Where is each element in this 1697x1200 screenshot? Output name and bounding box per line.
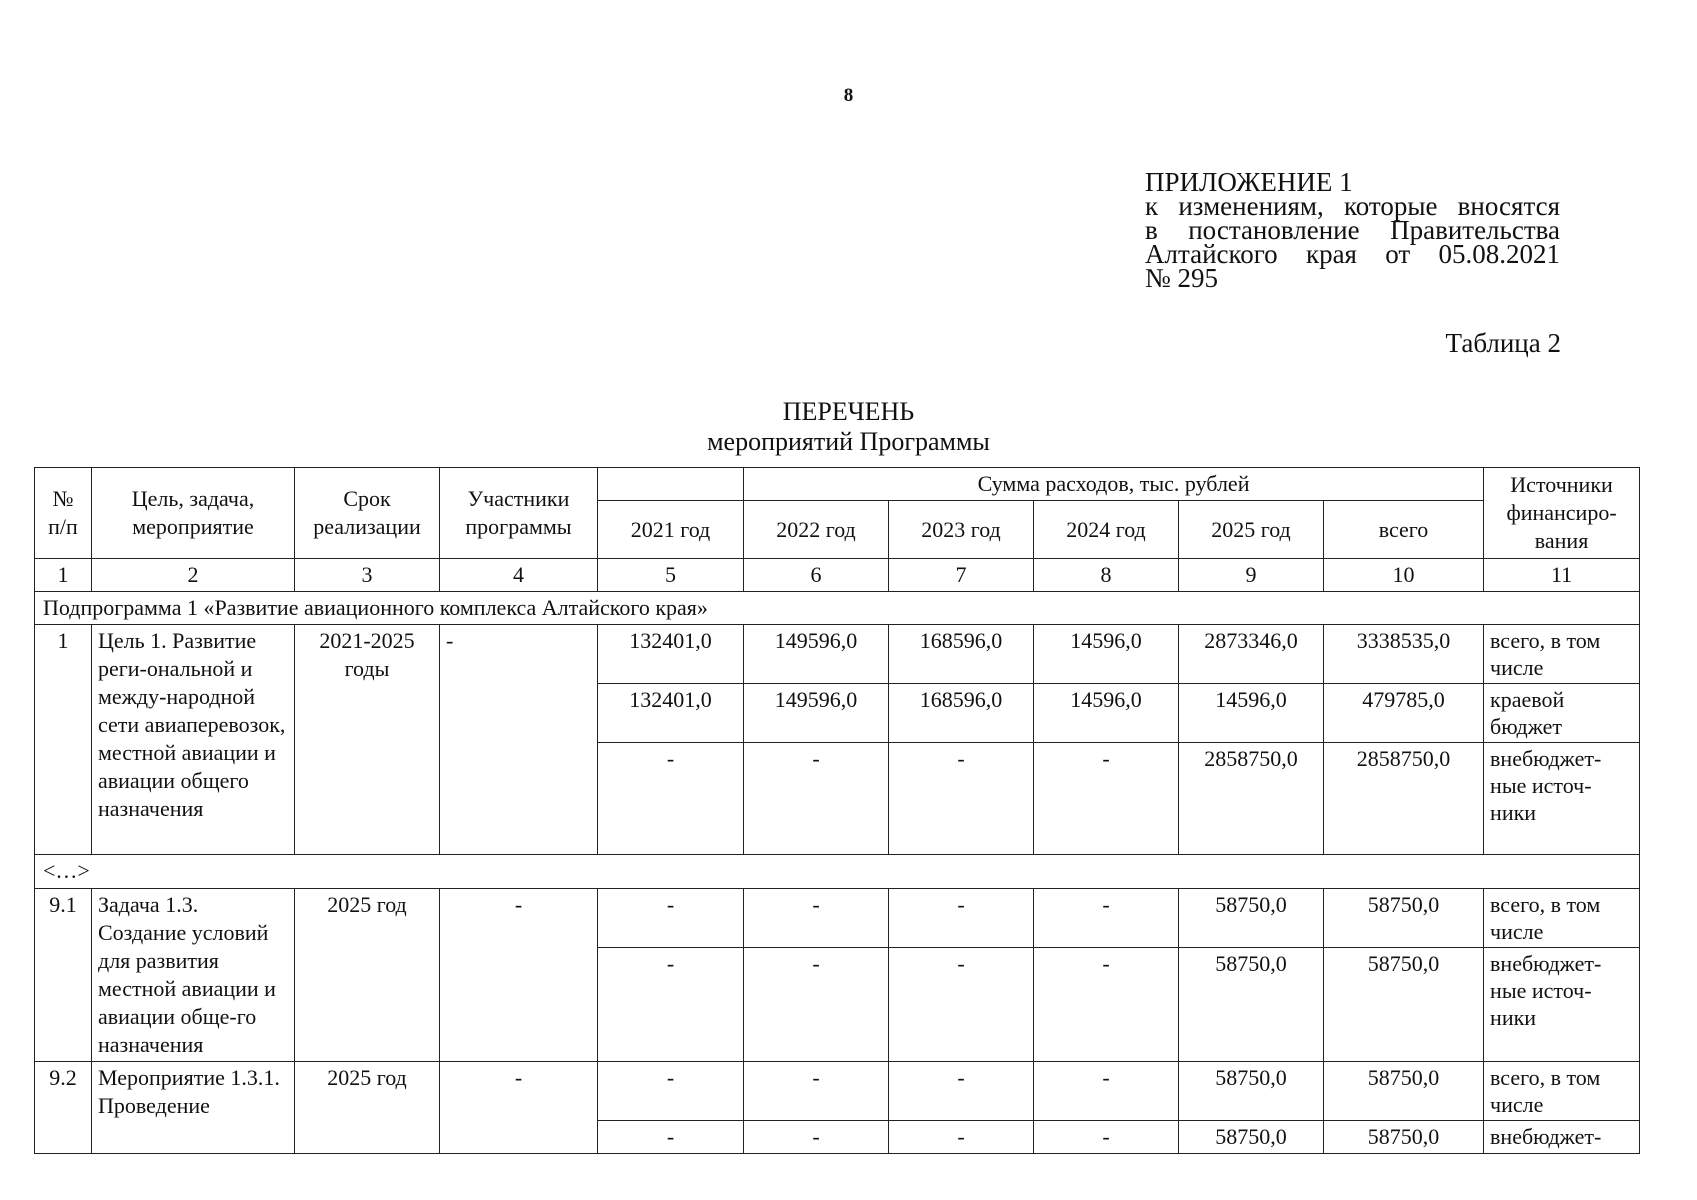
- source-cell: краевой бюджет: [1484, 684, 1640, 743]
- appendix-title: ПРИЛОЖЕНИЕ 1: [1145, 167, 1353, 197]
- column-number-cell: 8: [1034, 559, 1179, 592]
- value-cell: -: [598, 889, 744, 948]
- value-cell: -: [1034, 1121, 1179, 1154]
- value-cell: -: [889, 1062, 1034, 1121]
- appendix-block: [1145, 167, 1560, 293]
- value-cell: -: [889, 1121, 1034, 1154]
- value-cell: 149596,0: [744, 684, 889, 743]
- column-number-cell: 1: [35, 559, 92, 592]
- value-cell: 58750,0: [1179, 948, 1324, 1062]
- header-cell-2022: 2022 год: [744, 501, 889, 559]
- column-number-cell: 4: [440, 559, 598, 592]
- value-cell: 3338535,0: [1324, 625, 1484, 684]
- source-cell: всего, в том числе: [1484, 1062, 1640, 1121]
- appendix-line: в постановление Правительства: [1145, 215, 1560, 245]
- column-number-cell: 3: [295, 559, 440, 592]
- value-cell: -: [598, 948, 744, 1062]
- table-body: [35, 592, 1640, 1154]
- value-cell: -: [598, 743, 744, 855]
- value-cell: -: [889, 948, 1034, 1062]
- column-number-cell: 5: [598, 559, 744, 592]
- value-cell: 14596,0: [1034, 684, 1179, 743]
- value-cell: 2858750,0: [1324, 743, 1484, 855]
- value-cell: 168596,0: [889, 625, 1034, 684]
- header-cell-goal: Цель, задача, мероприятие: [92, 468, 295, 559]
- source-cell: всего, в том числе: [1484, 625, 1640, 684]
- table-label: Таблица 2: [1445, 328, 1561, 358]
- value-cell: -: [889, 743, 1034, 855]
- row-number: 9.2: [35, 1062, 92, 1154]
- value-cell: 132401,0: [598, 625, 744, 684]
- value-cell: -: [744, 948, 889, 1062]
- column-number-cell: 2: [92, 559, 295, 592]
- value-cell: 58750,0: [1324, 948, 1484, 1062]
- value-cell: -: [1034, 948, 1179, 1062]
- row-term: 2025 год: [295, 889, 440, 1062]
- value-cell: 58750,0: [1179, 889, 1324, 948]
- value-cell: 58750,0: [1179, 1121, 1324, 1154]
- row-number: 9.1: [35, 889, 92, 1062]
- page-number: 8: [843, 85, 854, 106]
- document-title: [0, 397, 1697, 457]
- table-row: [35, 625, 1640, 684]
- value-cell: -: [1034, 1062, 1179, 1121]
- value-cell: 479785,0: [1324, 684, 1484, 743]
- row-term: 2021-2025 годы: [295, 625, 440, 855]
- header-cell-empty: [598, 468, 744, 501]
- row-goal: Задача 1.3. Создание условий для развития местной авиации и авиации обще-го назначения: [92, 889, 295, 1062]
- value-cell: 2873346,0: [1179, 625, 1324, 684]
- value-cell: 132401,0: [598, 684, 744, 743]
- header-cell-2021: 2021 год: [598, 501, 744, 559]
- header-cell-total: всего: [1324, 501, 1484, 559]
- value-cell: -: [598, 1062, 744, 1121]
- header-cell-2025: 2025 год: [1179, 501, 1324, 559]
- value-cell: -: [744, 889, 889, 948]
- source-cell: всего, в том числе: [1484, 889, 1640, 948]
- table-row: [35, 889, 1640, 948]
- document-subtitle: мероприятий Программы: [707, 427, 990, 456]
- value-cell: -: [744, 1062, 889, 1121]
- table-header: [35, 468, 1640, 592]
- value-cell: 168596,0: [889, 684, 1034, 743]
- header-cell-sum-group: Сумма расходов, тыс. рублей: [744, 468, 1484, 501]
- value-cell: -: [889, 889, 1034, 948]
- appendix-line: № 295: [1145, 263, 1219, 293]
- row-participants: -: [440, 625, 598, 855]
- column-number-cell: 6: [744, 559, 889, 592]
- value-cell: 58750,0: [1324, 889, 1484, 948]
- appendix-line: к изменениям, которые вносятся: [1145, 191, 1560, 221]
- row-term: 2025 год: [295, 1062, 440, 1154]
- row-participants: -: [440, 889, 598, 1062]
- row-goal: Цель 1. Развитие реги-ональной и между-народной сети авиаперевозок, местной авиации и авиации общего назначения: [92, 625, 295, 855]
- ellipsis-marker: <…>: [35, 855, 1640, 889]
- row-goal: Мероприятие 1.3.1. Проведение: [92, 1062, 295, 1154]
- header-cell-term: Срок реализации: [295, 468, 440, 559]
- value-cell: -: [598, 1121, 744, 1154]
- column-number-cell: 9: [1179, 559, 1324, 592]
- value-cell: 2858750,0: [1179, 743, 1324, 855]
- header-cell-2023: 2023 год: [889, 501, 1034, 559]
- value-cell: 14596,0: [1179, 684, 1324, 743]
- header-cell-num: № п/п: [35, 468, 92, 559]
- column-number-row: [35, 559, 1640, 592]
- document-title-line: ПЕРЕЧЕНЬ: [782, 397, 915, 426]
- value-cell: -: [744, 743, 889, 855]
- column-number-cell: 7: [889, 559, 1034, 592]
- value-cell: 58750,0: [1324, 1121, 1484, 1154]
- column-number-cell: 11: [1484, 559, 1640, 592]
- appendix-line: Алтайского края от 05.08.2021: [1145, 239, 1560, 269]
- column-number-cell: 10: [1324, 559, 1484, 592]
- header-cell-2024: 2024 год: [1034, 501, 1179, 559]
- value-cell: -: [1034, 889, 1179, 948]
- row-number: 1: [35, 625, 92, 855]
- header-cell-sources: Источники финансиро-вания: [1484, 468, 1640, 559]
- header-cell-participants: Участники программы: [440, 468, 598, 559]
- value-cell: -: [1034, 743, 1179, 855]
- subprogram-title: Подпрограмма 1 «Развитие авиационного комплекса Алтайского края»: [35, 592, 1640, 625]
- value-cell: 58750,0: [1324, 1062, 1484, 1121]
- value-cell: 14596,0: [1034, 625, 1179, 684]
- subprogram-row: [35, 592, 1640, 625]
- ellipsis-row: [35, 855, 1640, 889]
- value-cell: 58750,0: [1179, 1062, 1324, 1121]
- table-row: [35, 1062, 1640, 1121]
- row-participants: -: [440, 1062, 598, 1154]
- source-cell: внебюджет-ные источ-ники: [1484, 948, 1640, 1062]
- source-cell: внебюджет-ные источ-ники: [1484, 743, 1640, 855]
- value-cell: 149596,0: [744, 625, 889, 684]
- source-cell: внебюджет-: [1484, 1121, 1640, 1154]
- value-cell: -: [744, 1121, 889, 1154]
- measures-table: [34, 467, 1640, 1154]
